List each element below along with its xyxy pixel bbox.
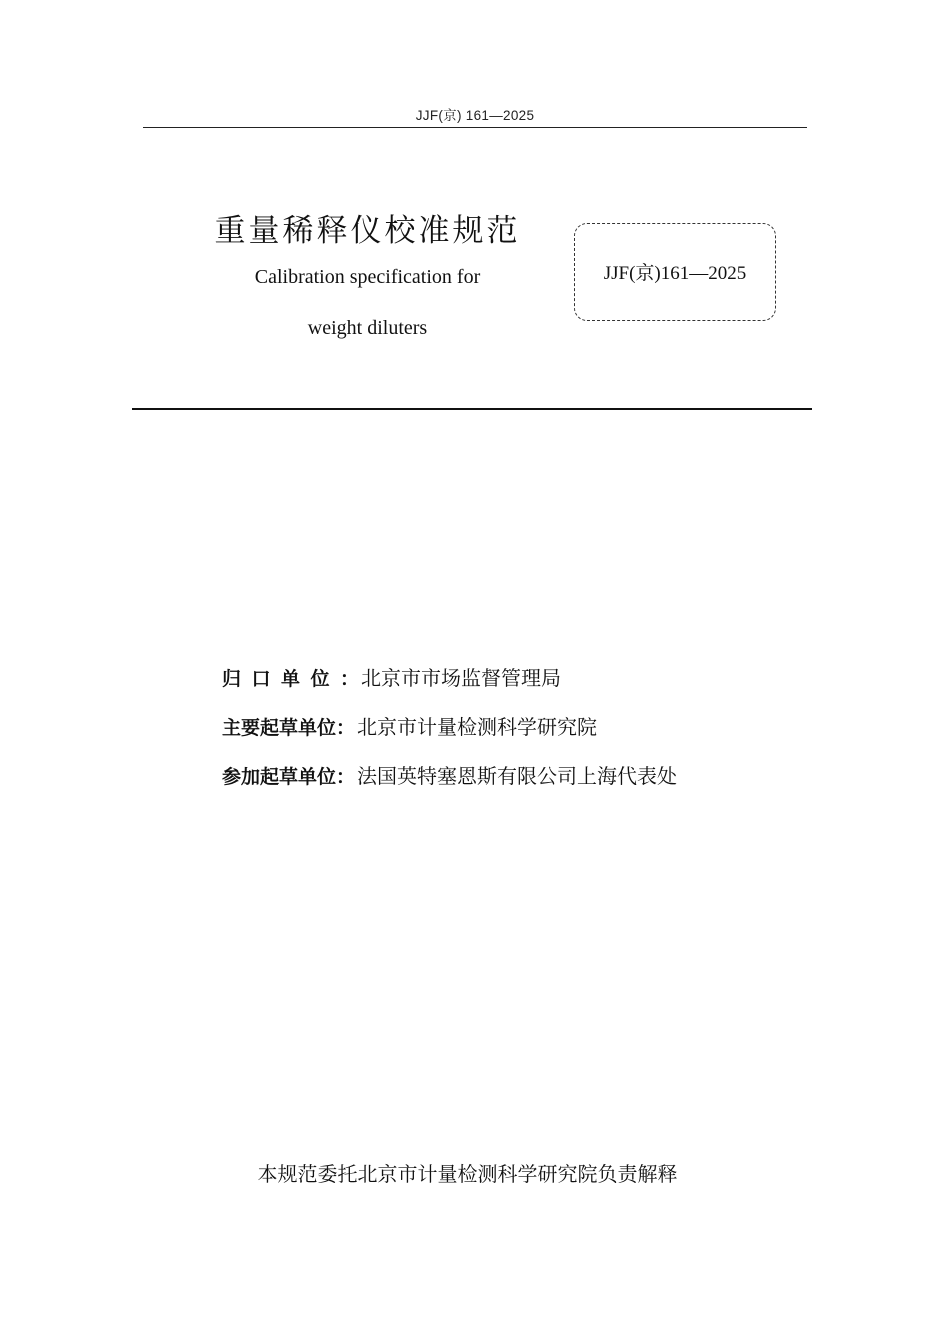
running-header: JJF(京) 161—2025 [415,108,535,123]
org-label-participating-drafter: 参加起草单位 [222,766,337,788]
org-value-responsible: 北京市市场监督管理局 [361,666,562,690]
org-value-main-drafter: 北京市计量检测科学研究院 [357,715,598,739]
document-title-zh: 重量稀释仪校准规范 [214,213,521,249]
interpretation-note: 本规范委托北京市计量检测科学研究院负责解释 [257,1162,678,1186]
org-row-participating-drafter [222,760,677,790]
title-divider [132,408,812,410]
standard-code: JJF(京)161—2025 [603,263,747,284]
org-colon: ： [336,717,356,739]
org-label-main-drafter: 主要起草单位 [222,717,337,739]
org-label-responsible: 归口单位 [222,668,341,690]
org-value-participating-drafter: 法国英特塞恩斯有限公司上海代表处 [357,764,678,788]
header-divider [143,127,807,128]
document-title-en-line2: weight diluters [307,317,428,339]
org-row-main-drafter [222,711,597,741]
org-colon: ： [336,766,356,788]
org-colon: ： [340,668,360,690]
org-row-responsible [222,662,561,692]
document-title-en-line1: Calibration specification for [254,266,481,288]
